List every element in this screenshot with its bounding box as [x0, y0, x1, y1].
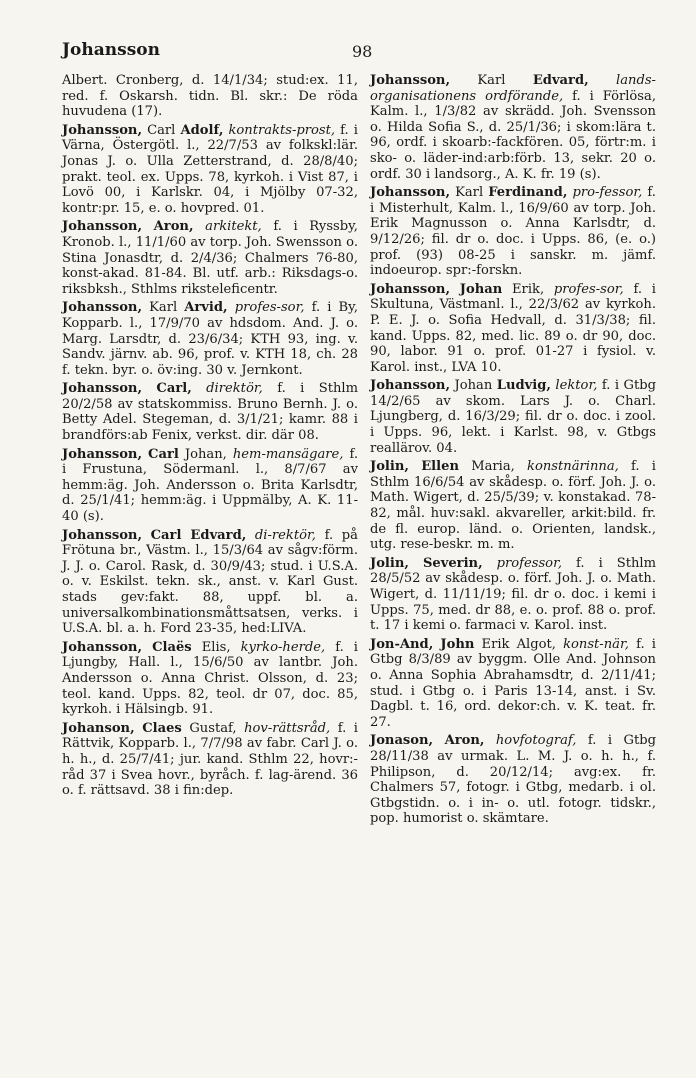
entry-occupation: pro-fessor, — [572, 185, 643, 201]
entry-occupation: profes-sor, — [553, 281, 624, 297]
entry-given-name: Johan — [454, 378, 493, 394]
entry-surname: Johansson, — [62, 446, 143, 462]
entry-occupation: konst-när, — [563, 636, 629, 652]
entry-text: f. i Gtbg 8/3/89 av byggm. Olle And. Johnson o. Anna Sophia Abrahamsdtr, d. 2/11/41; stud. i Gtbg o. i Paris 13-14, anst. i Sv. Dagbl. t. 16, ord. dekor:ch. v. K. teat. fr. 27. — [370, 636, 656, 730]
entry-given-name-bold: Ferdinand, — [488, 185, 568, 201]
biography-entry — [62, 447, 358, 525]
entry-text: f. i Frustuna, Södermanl. l., 8/7/67 av hemm:äg. Joh. Andersson o. Brita Karlsdtr, d. 25/1/41; hemm:äg. i Uppmälby, A. K. 11-40 (s). — [62, 446, 358, 525]
entry-given-name-bold: Edvard, — [532, 73, 589, 88]
entry-occupation: di-rektör, — [254, 527, 316, 543]
biography-entry — [370, 556, 656, 634]
biography-entry — [370, 637, 656, 731]
entry-text: f. i Sthlm 16/6/54 av skådesp. o. förf. Joh. J. o. Math. Wigert, d. 25/5/39; v. konstakad. 78-82, mål. huv:sakl. akvareller, arkit:bild. fr. de fl. europ. länd. o. Orienten, landsk., utg. rese-beskr. m. m. — [370, 459, 656, 553]
entry-text: f. i Värna, Östergötl. l., 22/7/53 av folkskl:lär. Jonas J. o. Ulla Zetterstrand, d. 28/8/40; prakt. teol. ex. Upps. 78, kyrkoh. i Vist 87, i Lovö 00, i Karlskr. 04, i Mjölby 07-32, kontr:pr. 15, e. o. hovpred. 01. — [62, 122, 358, 216]
entry-text: f. på Frötuna br., Västm. l., 15/3/64 av sågv:förm. J. J. o. Carol. Rask, d. 30/9/43; stud. i U.S.A. o. v. Eskilst. tekn. sk., anst. v. Karl Gust. stads gev:fakt. 88, uppf. bl. a. universalkombinationsmåttsatsen, verks. i U.S.A. bl. a. h. Ford 23-35, hed:LIVA. — [62, 527, 358, 637]
entry-given-name-extra: Erik Algot, — [481, 636, 556, 652]
entry-occupation: konstnärinna, — [527, 459, 619, 475]
entry-occupation: kontrakts-prost, — [228, 122, 336, 138]
entry-given-name-extra: Maria, — [471, 459, 515, 475]
biography-entry — [62, 528, 358, 637]
running-header — [62, 40, 656, 64]
biography-entry — [370, 459, 656, 553]
entry-given-name-bold: Claës — [152, 639, 192, 655]
entry-given-name-bold: Carl, — [156, 381, 192, 397]
entry-surname: Jolin, — [370, 459, 409, 475]
entry-surname: Johanson, — [62, 720, 135, 736]
entry-occupation: kyrko-herde, — [240, 639, 326, 655]
running-head: Johansson — [62, 40, 160, 60]
entry-surname: Johansson, — [370, 73, 451, 88]
biography-entry — [62, 300, 358, 378]
entry-given-name: Karl — [455, 185, 484, 201]
entry-occupation: lektor, — [555, 378, 598, 394]
biography-entry — [62, 123, 358, 217]
entry-given-name-bold: Ludvig, — [496, 378, 551, 394]
entry-text: f. i Skultuna, Västmanl. l., 22/3/62 av kyrkoh. P. E. J. o. Sofia Hedvall, d. 31/3/38; fil. kand. Upps. 82, med. lic. 89 o. dr 90, doc. 90, labor. 91 o. prof. 01-27 i fysiol. v. Karol. inst., LVA 10. — [370, 281, 656, 375]
biography-entry — [370, 282, 656, 376]
entry-occupation: hovfotograf, — [495, 733, 577, 749]
biography-entry — [62, 640, 358, 718]
entry-surname: Johansson, — [62, 639, 143, 655]
entry-text: f. i Sthlm 28/5/52 av skådesp. o. förf. Joh. J. o. Math. Wigert, d. 11/11/19; fil. dr o. doc. i kemi i Upps. 75, med. dr 88, e. o. prof. 88 o. prof. t. 17 i kemi o. farmaci v. Karol. inst. — [370, 555, 656, 634]
entry-text: f. i Gtbg 28/11/38 av urmak. L. M. J. o. h. h., f. Philipson, d. 20/12/14; avg:ex. fr. Chalmers 57, fotogr. i Gtbg, medarb. i ol. Gtbgstidn. o. i in- o. utl. fotogr. tidskr., pop. humorist o. skämtare. — [370, 733, 656, 827]
entry-given-name: Karl — [149, 300, 178, 316]
entry-given-name-extra: Elis, — [201, 639, 231, 655]
entry-given-name-bold: Carl — [148, 446, 179, 462]
entry-occupation: hem-mansägare, — [232, 446, 344, 462]
biography-entry — [62, 721, 358, 799]
left-entries — [62, 123, 358, 799]
entry-surname: Johansson, — [370, 378, 451, 394]
entry-text: f. i Sthlm 20/2/58 av statskommiss. Bruno Bernh. J. o. Betty Adel. Stegeman, d. 3/1/21; kamr. 88 i brandförs:ab Fenix, verkst. dir. där 08. — [62, 381, 359, 444]
entry-given-name-bold: Claes — [142, 720, 182, 736]
entry-surname: Johansson, — [62, 527, 143, 543]
entry-text: f. i Misterhult, Kalm. l., 16/9/60 av torp. Joh. Erik Magnusson o. Anna Karlsdtr, d. 9/12/26; fil. dr o. doc. i Upps. 86, (e. o.) prof. (93) 08-25 i sanskr. m. jämf. indoeurop. spr:-forskn. — [370, 185, 656, 279]
biography-entry — [370, 378, 656, 456]
entry-occupation: direktör, — [206, 381, 263, 397]
entry-occupation: lands-organisationens ordförande, — [370, 73, 656, 104]
entry-surname: Jolin, — [370, 555, 409, 571]
biography-entry — [370, 73, 656, 182]
entry-given-name-extra: Gustaf, — [189, 720, 237, 736]
entry-surname: Jonason, — [370, 733, 434, 749]
entry-given-name-extra: Erik, — [512, 281, 545, 297]
entry-given-name-bold: Aron, — [444, 733, 485, 749]
entry-occupation: professor, — [496, 555, 563, 571]
biography-entry — [62, 219, 358, 297]
entry-text: f. i Rättvik, Kopparb. l., 7/7/98 av fabr. Carl J. o. h. h., d. 25/7/41; jur. kand. Sthlm 22, hovr:-råd 37 i Svea hovr., byråch. f. lag-ärend. 36 o. f. rättsavd. 38 i fin:dep. — [62, 720, 358, 799]
entry-given-name: Karl — [477, 73, 506, 88]
entry-given-name: Carl — [147, 122, 176, 138]
entry-surname: Jon-And, — [370, 636, 434, 652]
entry-text: f. i By, Kopparb. l., 17/9/70 av hdsdom. And. J. o. Marg. Larsdtr, d. 23/6/34; KTH 93, ing. v. Sandv. järnv. ab. 96, prof. v. KTH 18, ch. 28 f. tekn. byr. o. öv:ing. 30 v. Jernkont. — [62, 300, 358, 378]
entry-given-name-extra: Johan, — [184, 446, 227, 462]
entry-given-name-bold: Severin, — [422, 555, 483, 571]
page-number: 98 — [352, 42, 373, 61]
entry-text: f. i Ryssby, Kronob. l., 11/1/60 av torp. Joh. Swensson o. Stina Jonasdtr, d. 2/4/36; Chalmers 76-80, konst-akad. 81-84. Bl. utf. arb.: Riksdags-o. riksbksh., Sthlms riksteleficentr. — [62, 219, 358, 297]
entry-occupation: profes-sor, — [234, 300, 305, 316]
entry-given-name-bold: Carl Edvard, — [150, 527, 247, 543]
entry-given-name-bold: Ellen — [421, 459, 459, 475]
entry-surname: Johansson, — [370, 281, 451, 297]
biography-entry — [62, 381, 358, 443]
continuation-text: Albert. Cronberg, d. 14/1/34; stud:ex. 11, red. f. Oskarsh. tidn. Bl. skr.: De röda huvudena (17). — [62, 73, 358, 120]
entry-text: f. i Ljungby, Hall. l., 15/6/50 av lantbr. Joh. Andersson o. Anna Christ. Olsson, d. 23; teol. kand. Upps. 82, teol. dr 07, doc. 85, kyrkoh. i Hälsingb. 91. — [62, 639, 358, 718]
biography-entry — [370, 185, 656, 279]
entry-given-name-bold: Aron, — [153, 219, 194, 235]
entry-text: f. i Gtbg 14/2/65 av skom. Lars J. o. Charl. Ljungberg, d. 16/3/29; fil. dr o. doc. i zool. i Upps. 96, lekt. i Karlst. 98, v. Gtbgs reallärov. 04. — [370, 378, 657, 456]
right-column — [370, 73, 656, 830]
biography-entry — [370, 733, 656, 827]
entry-surname: Johansson, — [370, 185, 451, 201]
entry-given-name-bold: Arvid, — [184, 300, 228, 316]
entry-surname: Johansson, — [62, 381, 143, 397]
entry-occupation: hov-rättsråd, — [244, 720, 331, 736]
left-column — [62, 73, 358, 802]
entry-given-name-bold: Adolf, — [180, 122, 224, 138]
entry-text: f. i Förlösa, Kalm. l., 1/3/82 av skrädd. Joh. Svensson o. Hilda Sofia S., d. 25/1/36; i skom:lära t. 96, ordf. i skoarb:-fackfören. 05, förtr:m. i sko- o. läder-ind:arb:förb. 13, sekr. 20 o. ordf. 30 i landsorg., A. K. fr. 19 (s). — [370, 88, 656, 182]
entry-surname: Johansson, — [62, 122, 143, 138]
entry-given-name-bold: John — [440, 636, 475, 652]
entry-occupation: arkitekt, — [205, 219, 262, 235]
entry-surname: Johansson, — [62, 300, 143, 316]
entry-surname: Johansson, — [62, 219, 143, 235]
right-entries — [370, 73, 656, 827]
entry-given-name-bold: Johan — [459, 281, 503, 297]
